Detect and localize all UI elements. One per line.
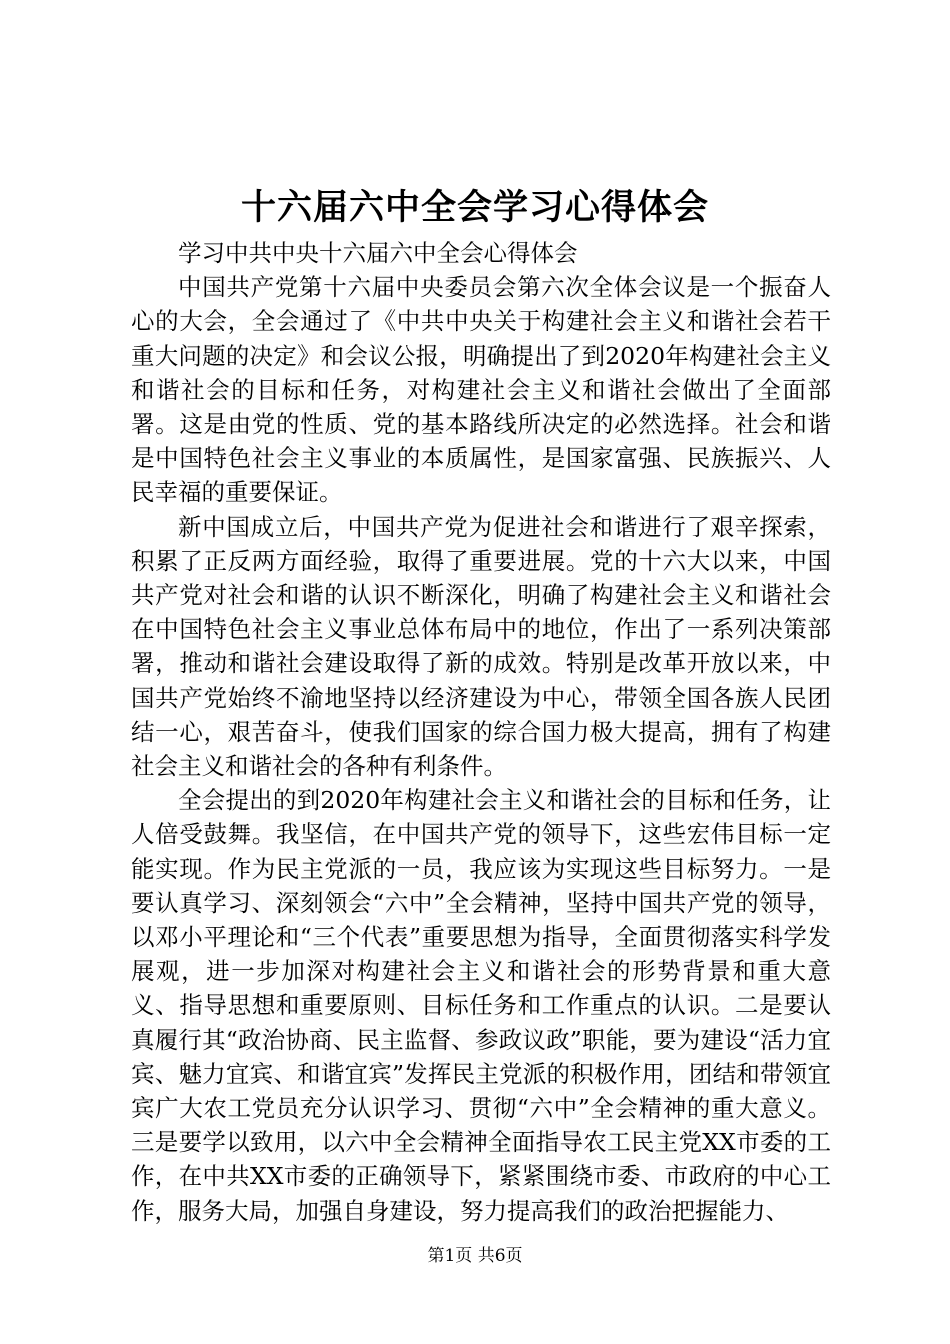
paragraph-2: 新中国成立后，中国共产党为促进社会和谐进行了艰辛探索，积累了正反两方面经验，取得了重要进展。党的十六大以来，中国共产党对社会和谐的认识不断深化，明确了构建社会主义和谐社会在中国特色社会主义事业总体布局中的地位，作出了一系列决策部署，推动和谐社会建设取得了新的成效。特别是改革开放以来，中国共产党始终不渝地坚持以经济建设为中心，带领全国各族人民团结一心，艰苦奋斗，使我们国家的综合国力极大提高，拥有了构建社会主义和谐社会的各种有利条件。 [131, 512, 831, 781]
subtitle-line: 学习中共中央十六届六中全会心得体会 [178, 239, 578, 267]
paragraph-3: 全会提出的到2020年构建社会主义和谐社会的目标和任务，让人倍受鼓舞。我坚信，在中国共产党的领导下，这些宏伟目标一定能实现。作为民主党派的一员，我应该为实现这些目标努力。一是要认真学习、深刻领会“六中”全会精神，坚持中国共产党的领导，以邓小平理论和“三个代表”重要思想为指导，全面贯彻落实科学发展观，进一步加深对构建社会主义和谐社会的形势背景和重大意义、指导思想和重要原则、目标任务和工作重点的认识。二是要认真履行其“政治协商、民主监督、参政议政”职能，要为建设“活力宜宾、魅力宜宾、和谐宜宾”发挥民主党派的积极作用，团结和带领宜宾广大农工党员充分认识学习、贯彻“六中”全会精神的重大意义。三是要学以致用，以六中全会精神全面指导农工民主党XX市委的工作，在中共XX市委的正确领导下，紧紧围绕市委、市政府的中心工作，服务大局，加强自身建设，努力提高我们的政治把握能力、 [131, 786, 831, 1225]
paragraph-1: 中国共产党第十六届中央委员会第六次全体会议是一个振奋人心的大会，全会通过了《中共中央关于构建社会主义和谐社会若干重大问题的决定》和会议公报，明确提出了到2020年构建社会主义和谐社会的目标和任务，对构建社会主义和谐社会做出了全面部署。这是由党的性质、党的基本路线所决定的必然选择。社会和谐是中国特色社会主义事业的本质属性，是国家富强、民族振兴、人民幸福的重要保证。 [131, 273, 831, 507]
page-footer: 第1页 共6页 [427, 1246, 523, 1266]
document-body [131, 236, 831, 1228]
document-title: 十六届六中全会学习心得体会 [240, 187, 709, 228]
